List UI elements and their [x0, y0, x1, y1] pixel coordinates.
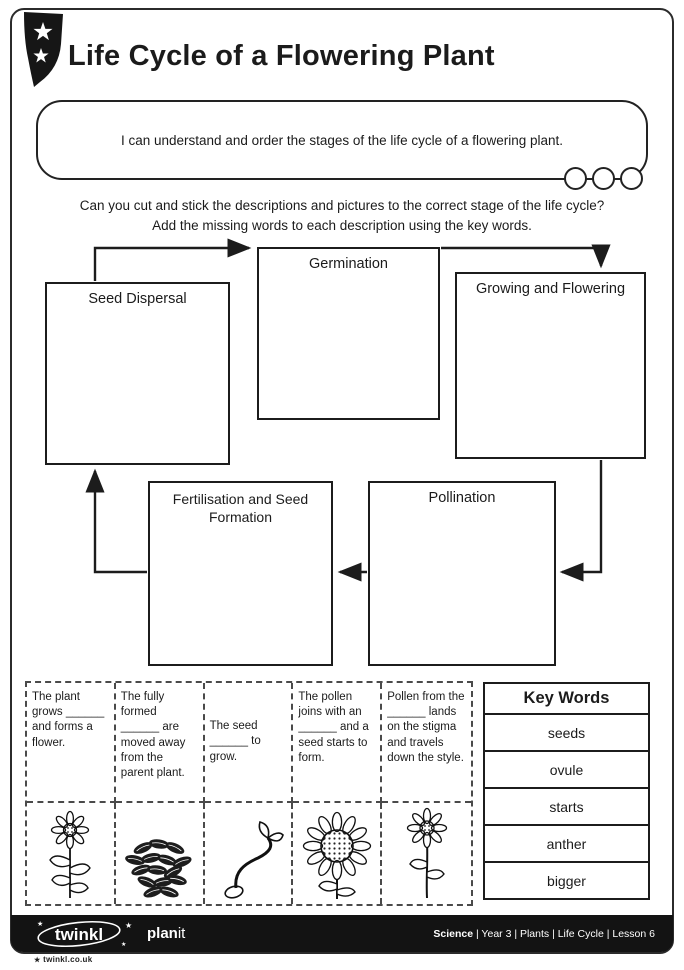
instructions — [0, 196, 684, 237]
sunflower-plant-image — [33, 808, 107, 900]
description-card — [116, 683, 205, 803]
svg-text:★: ★ — [121, 941, 127, 948]
stage-box-pollination — [368, 481, 556, 666]
planit-logo — [147, 925, 185, 942]
keyword-row: starts — [483, 789, 650, 826]
cutout-cards-grid — [25, 681, 473, 906]
sunflower-seeds-image — [119, 808, 199, 900]
picture-card — [205, 803, 294, 904]
planit-plan-text: plan — [147, 925, 178, 942]
keyword-row: anther — [483, 826, 650, 863]
keywords-header: Key Words — [483, 682, 650, 715]
svg-text:★: ★ — [37, 920, 44, 928]
picture-card — [27, 803, 116, 904]
bubble-dot-icon — [592, 167, 615, 190]
stage-label: Pollination — [428, 490, 496, 506]
stage-box-fertilisation — [148, 481, 333, 666]
star-icon: ★ — [34, 957, 41, 964]
footer-subject: Science — [433, 927, 474, 940]
stage-label: Growing and Flowering — [475, 281, 626, 297]
bubble-dot-icon — [564, 167, 587, 190]
picture-card — [116, 803, 205, 904]
description-text: The pollen joins with an ______ and a seed starts to form. — [298, 691, 369, 764]
keywords-table — [483, 682, 650, 900]
description-text: Pollen from the ______ lands on the stigma and travels down the style. — [387, 691, 465, 764]
learning-objective-text: I can understand and order the stages of the life cycle of a flowering plant. — [120, 132, 564, 148]
bubble-dot-icon — [620, 167, 643, 190]
description-text: The plant grows ______ and forms a flower. — [32, 691, 105, 749]
description-card — [382, 683, 471, 803]
svg-text:twinkl: twinkl — [54, 924, 104, 944]
stage-label: Seed Dispersal — [88, 291, 187, 307]
learning-objective-bubble — [36, 100, 648, 180]
description-card — [205, 683, 294, 803]
footer-trail: | Year 3 | Plants | Life Cycle | Lesson 6 — [473, 927, 655, 940]
twinkl-logo-icon — [33, 918, 133, 950]
stage-box-growing-and-flowering — [455, 272, 646, 459]
stage-label: Germination — [309, 256, 388, 272]
description-card — [27, 683, 116, 803]
svg-text:★: ★ — [125, 920, 133, 930]
keyword-row: ovule — [483, 752, 650, 789]
picture-card — [293, 803, 382, 904]
germinating-seedling-image — [210, 808, 286, 900]
keyword-row: bigger — [483, 863, 650, 900]
instructions-line-1: Can you cut and stick the descriptions and pictures to the correct stage of the life cycle? — [79, 198, 605, 213]
sunflower-head-image — [295, 806, 379, 901]
website-url: ★ twinkl.co.uk — [34, 955, 93, 964]
planit-it-text: it — [177, 925, 186, 942]
page-title: Life Cycle of a Flowering Plant — [68, 40, 495, 72]
sunflower-on-stem-image — [392, 806, 462, 901]
instructions-line-2: Add the missing words to each description using the key words. — [152, 218, 532, 234]
stage-label: Fertilisation and Seed Formation — [172, 491, 309, 526]
picture-card — [382, 803, 471, 904]
description-text: The seed ______ to grow. — [209, 720, 261, 763]
footer-info — [433, 928, 673, 940]
footer-bar — [11, 915, 673, 952]
twinkl-shield-logo-icon — [20, 10, 66, 97]
stage-box-germination — [257, 247, 440, 420]
description-card — [293, 683, 382, 803]
keyword-row: seeds — [483, 715, 650, 752]
description-text: The fully formed ______ are moved away from the parent plant. — [120, 691, 186, 779]
stage-box-seed-dispersal — [45, 282, 230, 465]
